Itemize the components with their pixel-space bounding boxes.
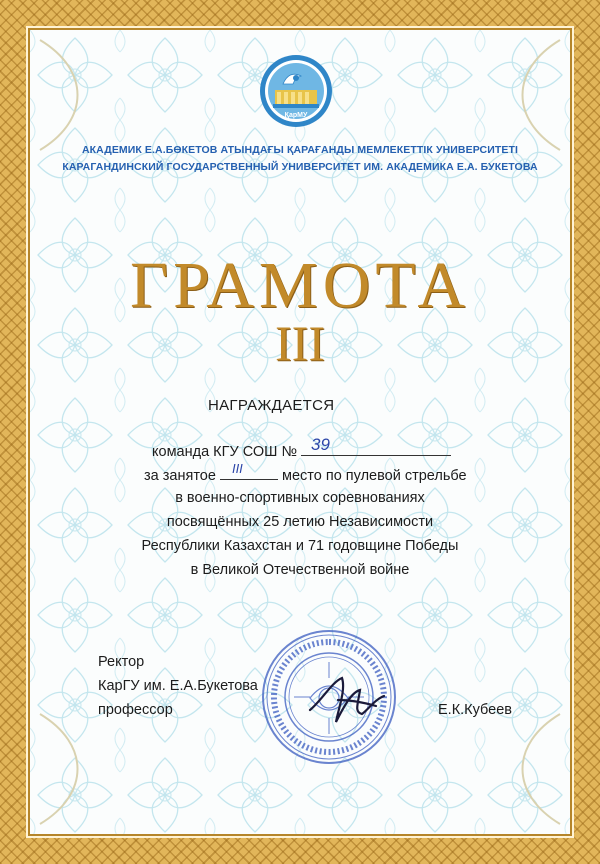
award-text-line-5: Республики Казахстан и 71 годовщине Победы [141, 538, 459, 554]
signatory-name: Е.К.Кубеев [438, 702, 513, 718]
team-number-field [301, 435, 451, 456]
university-name-russian: КАРАГАНДИНСКИЙ ГОСУДАРСТВЕННЫЙ УНИВЕРСИТЕТ ИМ. АКАДЕМИКА Е.А. БУКЕТОВА [62, 161, 538, 173]
signatory-title-1: Ректор [98, 654, 145, 670]
certificate-body [30, 30, 570, 834]
place-handwritten: III [231, 461, 243, 476]
team-prefix: команда КГУ СОШ № [152, 444, 298, 460]
award-text-line-6: в Великой Отечественной войне [190, 562, 410, 578]
signatory-title-2: КарГУ им. Е.А.Букетова [98, 678, 258, 694]
certificate-title: ГРАМОТА [129, 249, 471, 322]
svg-text:ҚарМУ: ҚарМУ [284, 112, 308, 119]
award-text-line-4: посвящённых 25 летию Независимости [166, 514, 434, 530]
place-line [144, 461, 467, 484]
place-prefix: за занятое [144, 468, 216, 484]
awarded-label: НАГРАЖДАЕТСЯ [208, 397, 335, 414]
award-text-line-3: в военно-спортивных соревнованиях [175, 490, 425, 506]
handwritten-signature [302, 670, 392, 730]
place-numeral: III [275, 315, 325, 371]
place-suffix: место по пулевой стрельбе [281, 468, 467, 484]
university-name-kazakh: АКАДЕМИК Е.А.БӨКЕТОВ АТЫНДАҒЫ ҚАРАҒАНДЫ МЕМЛЕКЕТТІК УНИВЕРСИТЕТІ [81, 144, 519, 156]
signatory-title-3: профессор [98, 702, 173, 718]
university-emblem-icon [259, 54, 333, 128]
team-number-handwritten: 39 [311, 435, 330, 454]
team-line [152, 435, 451, 460]
place-field [220, 461, 278, 480]
